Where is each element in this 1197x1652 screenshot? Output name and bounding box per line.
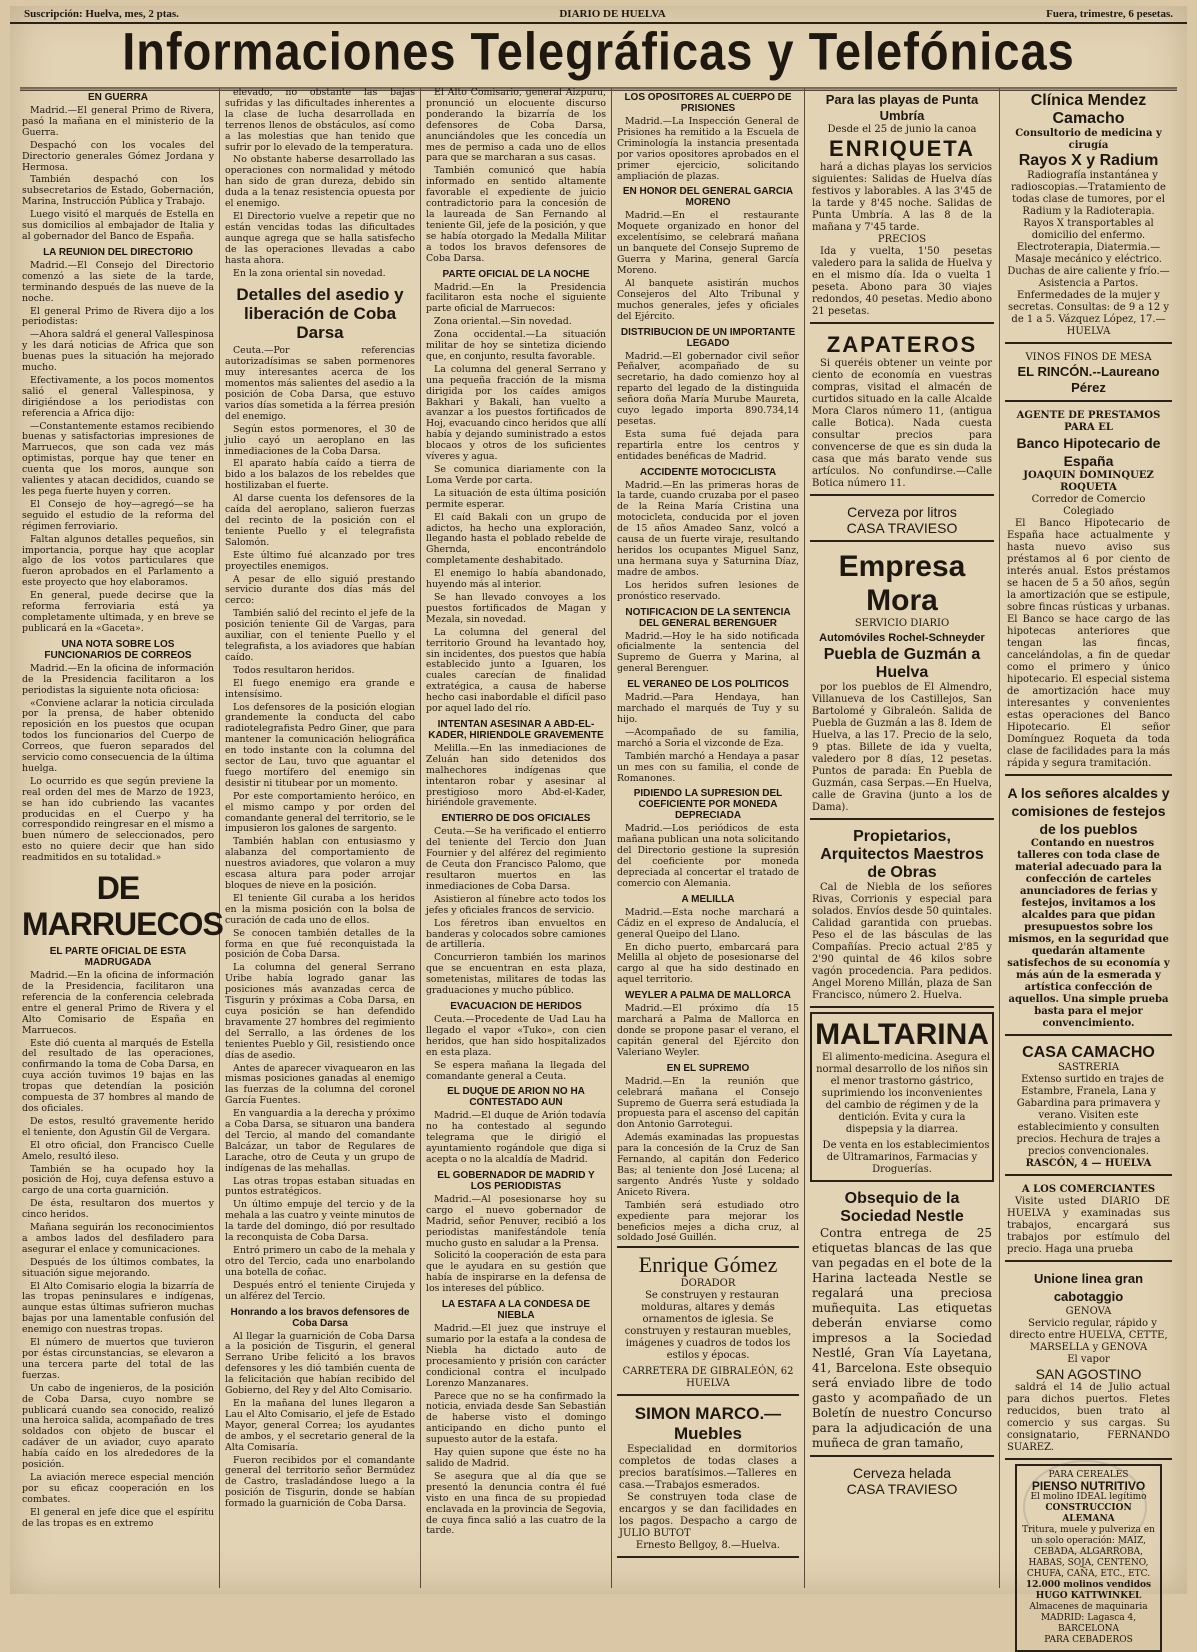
section-heading: LA ESTAFA A LA CONDESA DE NIEBLA (441, 1299, 591, 1322)
paragraph: Madrid.—El gobernador civil señor Peñalver, acompañado de su secretario, ha dado comienzo hoy al reparto del legado de la distinguida señora doña María Murube Maureta, cuyo legado importa 890.734,14 pesetas. (617, 350, 799, 427)
paragraph: Se han llevado convoyes a los puestos fortificados de Magan y Mezala, sin novedad. (426, 591, 606, 625)
paragraph: En la mañana del lunes llegaron a Lau el Alto Comisario, el jefe de Estado Mayor, general Correa; los ayudantes de ambos, y el secretario general de la Alta Comisaría. (225, 1397, 415, 1453)
ad-subtitle: DORADOR (680, 1278, 736, 1290)
paragraph: Madrid.—Al posesionarse hoy su cargo el nuevo gobernador de Madrid, señor Penuver, recibió a los periodistas manifestándole tenía mucho gusto en saludar a la Prensa. (426, 1193, 606, 1249)
section-heading: WEYLER A PALMA DE MALLORCA (625, 990, 791, 1002)
ad-address: Almacenes de maquinaria MADRID: Lagasca 4, BARCELONA (1029, 1602, 1148, 1634)
ad-body: Ida y vuelta, 1'50 pesetas valedero para la salida de Huelva y en el mismo día. Ida o vuelta 1 peseta. Abono para 30 viajes redondos, 40 pesetas. Medio abono 21 pesetas. (812, 246, 993, 317)
ad-subtitle: Desde el 25 de junio la canoa (827, 124, 977, 135)
paragraph: No obstante haberse desarrollado las operaciones con normalidad y método han sido de gran dureza, debido sin duda a la tenaz resistencia opuesta por el enemigo. (225, 154, 415, 210)
paragraph: También será estudiado otro expediente para mejorar los beneficios mejes a dicha cruz, al soldado José Guillén. (617, 1199, 799, 1244)
paragraph: Los heridos sufren lesiones de pronóstico reservado. (617, 579, 799, 602)
paragraph: —Ahora saldrá el general Vallespinosa y les dará noticias de Africa que son buenas pues la situación ha mejorado mucho. (22, 329, 214, 374)
paragraph: La aviación merece especial mención por su eficaz cooperación en los combates. (22, 1471, 214, 1505)
paragraph: Se asegura que al día que se presentó la denuncia contra él fué visto en una finca de su propiedad enclavada en la provincia de Segovia, de cuya finca salió a las cuatro de la tarde. (426, 1470, 606, 1537)
paragraph: Todos resultaron heridos. (233, 664, 355, 676)
ad-body: por los pueblos de El Almendro, Villanueva de los Castillejos, San Bartolomé y Gibraleón. Salida de Puebla de Guzmán a las 8. Idem de Huelva, a las 17. Precio de la selo, 9 ptas. Billete de ida y vuelta, valedero por 8 días, 12 pesetas. Puntos de parada: En Puebla de Guzmán, casa Serpas.—En Huelva, calle de Gravina (junto a los de Dama). (812, 682, 992, 813)
paragraph: Después de los últimos combates, la situación sigue mejorando. (22, 1256, 214, 1279)
paragraph: Hay quien supone que éste no ha salido de Madrid. (426, 1447, 606, 1469)
paragraph: Madrid.—La Inspección General de Prisiones ha remitido a la Escuela de Criminología la instancia presentada por varios opositores aprobados en el primer ejercicio, solicitando ampliación de plazas. (617, 116, 799, 182)
ad-bottom-label: PARA CEBADEROS (1044, 1635, 1133, 1645)
paragraph: Asistieron al fúnebre acto todos los jefes y oficiales francos de servicio. (426, 893, 606, 916)
ad-address: RASCÓN, 4 — HUELVA (1025, 1158, 1152, 1169)
paragraph: Zona oriental.—Sin novedad. (434, 316, 572, 328)
paragraph: El otro oficial, don Francisco Cuelle Amelo, resultó ileso. (22, 1139, 214, 1162)
section-heading: PIDIENDO LA SUPRESION DEL COEFICIENTE POR MONEDA DEPRECIADA (633, 788, 783, 822)
ad-body: Se construyen toda clase de encargos y se dan facilidades en los pagos. Despacho a cargo de JULIO BUTOT (619, 1492, 797, 1540)
ad-name: EL RINCÓN.-‑Laureano Pérez (1017, 364, 1160, 395)
ad-city: HUELVA (686, 1378, 730, 1390)
ad-subtitle: Rayos X y Radium (1018, 152, 1159, 169)
ad-body: Contra entrega de 25 etiquetas blancas de las que van pegadas en el bote de la Harina lacteada Nestle se regalará una preciosa muñequita. Las etiquetas deberán enviarse como impresos a la Sociedad Nestlé, Gran Vía Layetana, 41, Barcelona. Este obsequio será enviado libre de todo gasto y acompañado de un Boletín de nuestro Concurso para la adjudicación de una muñeca de gran tamaño, (812, 1226, 992, 1450)
paragraph: Este dió cuenta al marqués de Estella del resultado de las operaciones, confirmando la toma de Coba Darsa, en cuya acción tuvimos 19 bajas en las tropas que detendían la posición compuesta de 37 hombres al mando de dos oficiales. (22, 1037, 214, 1114)
paragraph: «Conviene aclarar la noticia circulada por la prensa, de haber obtenido reposición en los puestos que ocupan todos los funcionarios del Cuerpo de Correos, que fueron separados del servicio como consecuencia de la última huelga. (22, 697, 214, 774)
ad-subtitle: SASTRERIA (1057, 1062, 1120, 1073)
ad-title: SIMON MARCO.—Muebles (634, 1404, 782, 1444)
ad-name: MALTARINA (815, 1018, 989, 1051)
ad-body: Se construyen y restauran molduras, altares y demás ornamentos de iglesia. Se construyen y restauran muebles, imágenes y cuadros de todos los estilos y épocas. (624, 1290, 792, 1362)
paragraph: Zona occidental.—La situación militar de hoy se sintetiza diciendo que, en conjunto, resulta favorable. (426, 329, 606, 362)
paragraph: Las otras tropas estaban situadas en puntos estratégicos. (225, 1175, 415, 1198)
paragraph: De ésta, resultaron dos muertos y cinco heridos. (22, 1198, 214, 1221)
paragraph: El teniente Gil curaba a los heridos en la misma posición con la bolsa de curación de cada uno de ellos. (225, 892, 415, 926)
paragraph: Además examinadas las propuestas para la concesión de la Cruz de San Fernando, al capitán don Federico Bas; al teniente don José Lucena; al sargento Andrés Yuste y soldado Aniceto Rivera. (617, 1132, 799, 1198)
paragraph: La columna del general Serrano Uribe había logrado ganar las posiciones más avanzadas cerca de Tisgurin y próximas a Coba Darsa, en cuya posición se han defendido bravamente 27 hombres del regimiento del Serrallo, a las órdenes de los tenientes Pueblo y Gil, resistiendo once días de asedio. (225, 962, 415, 1061)
page-headline: Informaciones Telegráficas y Telefónicas (20, 20, 1177, 91)
ad-subtitle: CONSTRUCCION ALEMANA (1045, 1503, 1132, 1524)
section-heading: LA REUNION DEL DIRECTORIO (43, 246, 193, 258)
paragraph: Entró primero un cabo de la mehala y otro del Tercio, cada uno enarbolando una botella de coñac. (225, 1245, 415, 1278)
ad-body: hará a dichas playas los servicios siguientes: Salidas de Huelva días festivos y laborables. A las 3'45 de la tarde y 8'45 noche. Salidas de Punta Umbría. A las 8 de la mañana y 7'45 tarde. (812, 162, 992, 233)
paragraph: El Alto Comisario, general Aizpuru, pronunció un elocuente discurso ponderando la bizarría de los defensores de Coba Darsa, anunciándoles que les concedía un mes de permiso a cada uno de ellos para que se marcharan a sus casas. (426, 87, 606, 164)
ad-address: CARRETERA DE GIBRALEÓN, 62 (622, 1366, 794, 1378)
newspaper-page (10, 6, 1187, 1645)
paragraph: Madrid.—Los periódicos de esta mañana publican una nota solicitando del Directorio gestione la supresión del coeficiente por moneda depreciada al concertar el tratado de comercio con Alemania. (617, 823, 799, 889)
paragraph: En vanguardia a la derecha y próximo a Coba Darsa, se situaron una bandera del Tercio, al mando del comandante Balcázar, un tabor de Regulares de Larache, otro de Ceuta y un grupo de indígenas de las mehallas. (225, 1108, 415, 1174)
ad-subtitle: AGENTE DE PRESTAMOS PARA EL (1016, 410, 1161, 433)
paragraph: El fuego enemigo era grande e intensísimo. (225, 677, 415, 700)
paragraph: Después entró el teniente Cirujeda y un alférez del Tercio. (225, 1279, 415, 1302)
ad-title: Enrique Gómez (638, 1252, 778, 1278)
ad-cerveza-helada (810, 1461, 994, 1501)
section-heading: PARTE OFICIAL DE LA NOCHE (442, 268, 590, 280)
paragraph: El general Primo de Rivera dijo a los periodistas: (22, 305, 214, 328)
ad-body: Especialidad en dormitorios completos de todas clases a precios baratísimos.—Talleres en casa.—Trabajos esmerados. (619, 1444, 797, 1492)
paragraph: elevado, no obstante las bajas sufridas y las dificultades inherentes a la clase de lucha desarrollada en terrenos llenos de obstáculos, así como a las molestias que han tenido que sufrir por lo elevado de la temperatura. (225, 87, 415, 153)
column-1 (22, 88, 223, 1588)
paragraph: La columna del general Serrano y una pequeña fracción de la misma dirigida por los caídes amigos Bakhari y Bakali, han vuelto a avanzar a los puestos fortificados de Hoj, evacuando cinco heridos que allí había y dejando suministrado a estos blocaos y otros de los suficientes víveres y agua. (426, 363, 606, 463)
ad-clinica (1005, 88, 1172, 344)
paragraph: Luego visitó el marqués de Estella en sus domicilios al embajador de Italia y al gobernador del Banco de España. (22, 209, 214, 242)
section-heading: EN GUERRA (87, 92, 148, 103)
paragraph: Solicitó la cooperación de esta para que le ayudara en su gestión que había de inspirarse en la defensa de los intereses del público. (426, 1250, 606, 1295)
ad-title: Unione linea gran cabotaggio (1033, 1271, 1144, 1304)
ad-body: Extenso surtido en trajes de Estambre, Franela, Lana y Gabardina para primavera y verano. Visiten este establecimiento y consulten precios. Hechura de trajes a precios convencionales. (1016, 1074, 1164, 1157)
paragraph: Madrid.—El próximo día 15 marchará a Palma de Mallorca en donde se propone pasar el verano, el capitán general del Ejército don Valeriano Weyler. (617, 1003, 799, 1058)
paragraph: Despachó con los vocales del Directorio generales Gómez Jordana y Hermosa. (22, 139, 214, 173)
article-title: Detalles del asedio y liberación de Coba Darsa (236, 285, 404, 343)
ad-maltarina (810, 1012, 994, 1182)
ad-title: Obsequio de la Sociedad Nestle (840, 1190, 964, 1225)
ad-name: PIENSO NUTRITIVO (1031, 1479, 1146, 1493)
ad-name: ENRIQUETA (829, 136, 975, 161)
paragraph: Ceuta.—Procedente de Uad Lau ha llegado el vapor «Tuko», con cien heridos, que han sido hospitalizados en esta plaza. (426, 1013, 606, 1058)
column-3 (426, 88, 612, 1588)
ad-title: Propietarios, Arquitectos Maestros de Obras (820, 828, 984, 881)
ad-body: saldrá el 14 de Julio actual para dichos puertos. Fletes reducidos, buen trato al comercio y sus cargas. Su consignatario, FERNANDO SUAREZ. (1007, 1382, 1170, 1453)
paragraph: También salió del recinto el jefe de la posición teniente Gil de Vargas, para auxiliar, con el teniente Puello y el telegrafista, a los aviadores que habían caído. (225, 608, 415, 663)
paragraph: Ceuta.—Por referencias autorizadísimas se saben pormenores muy interesantes acerca de los momentos más salientes del asedio a la posición de Coba Darsa, que estuvo varios días sometida a la férrea presión del enemigo. (225, 345, 415, 422)
section-heading: ACCIDENTE MOTOCICLISTA (639, 466, 777, 478)
paragraph: Los féretros iban envueltos en banderas y colocados sobre camiones de artillería. (426, 917, 606, 951)
ad-body: El alimento-medicina. Asegura el normal desarrollo de los niños sin el menor trastorno gástrico, suprimiendo los inconvenientes del cambio de régimen y de la dentición. Evita y cura la dispepsia y la diarrea. (816, 1052, 991, 1135)
paragraph: Parece que no se ha confirmado la noticia, enviada desde San Sebastián de haberse visto el domingo anticipando en dicho punto el supuesto autor de la estafa. (426, 1390, 606, 1446)
paragraph: El caíd Bakali con un grupo de adictos, ha hecho una exploración, llegando hasta el poblado rebelde de Ghernda, encontrándolo completamente deshabitado. (426, 511, 606, 567)
paragraph: En la zona oriental sin novedad. (233, 267, 386, 279)
section-heading: UNA NOTA SOBRE LOS FUNCIONARIOS DE CORREOS (44, 638, 192, 661)
paragraph: En general, puede decirse que la reforma ferroviaria está ya completamente ultimada, y en breve se publicará en la «Gaceta». (22, 590, 214, 634)
ad-body: Cal de Niebla de los señores Rivas, Corrionis y especial para solados. Envíos desde 50 quintales. Calidad garantida con pruebas. Peso el de las básculas de las Compañías. Precio actual 2'85 y 2'90 quintal de 46 kilos sobre vagón procedencia. Para pedidos. Angel Moreno Millán, plaza de San Francisco, número 2. Huelva. (812, 882, 992, 1001)
section-title-marruecos: DE MARRUECOS (22, 870, 223, 943)
section-heading: DISTRIBUCION DE UN IMPORTANTE LEGADO (620, 326, 796, 349)
ad-body: Si queréis obtener un veinte por ciento de economía en vuestras compras, visitad el almacén de curtidos situado en la calle Alcalde Mora Claros número 11, (antigua calle Botica). Nada cuesta consultar precios para convencerse de que es sin duda la casa que más barato vende sus artículos. No confundirse.—Calle Botica número 11. (812, 358, 992, 489)
ad-body: Visite usted DIARIO DE HUELVA y examinadas sus trabajos, encargará sus trabajos por estímulo del precio. Haga una prueba (1007, 1196, 1170, 1255)
section-heading: NOTIFICACION DE LA SENTENCIA DEL GENERAL BERENGUER (625, 606, 791, 629)
paragraph: Madrid.—El duque de Arión todavía no ha contestado al segundo telegrama que le dirigió el ayuntamiento rogándole que diga si acepta o no la alcaldía de Madrid. (426, 1110, 606, 1166)
paragraph: Se espera mañana la llegada del comandante general a Ceuta. (426, 1059, 606, 1082)
paragraph: Al banquete asistirán muchos Consejeros del Alto Tribunal y muchos generales, jefes y oficiales del Ejército. (617, 277, 799, 322)
ad-name: CASA TRAVIESO (846, 520, 958, 536)
ad-title: Para las playas de Punta Umbría (825, 92, 979, 123)
paragraph: La situación de esta última posición permite esperar. (426, 487, 606, 510)
ad-title: Cerveza helada (852, 1465, 952, 1481)
ad-title: A LOS COMERCIANTES (1021, 1184, 1156, 1195)
ad-banco-hipotecario (1005, 406, 1172, 776)
ad-subtitle: Automóviles Rochel-Schneyder (819, 632, 985, 644)
section-heading: LOS OPOSITORES AL CUERPO DE PRISIONES (624, 92, 792, 114)
paragraph: Fueron recibidos por el comandante general del territorio señor Bermúdez de Castro, trasladándose luego a la posición de Tisgurin, donde se habían formado la guarnición de Coba Darsa. (225, 1454, 415, 1510)
section-heading: EL DUQUE DE ARION NO HA CONTESTADO AUN (447, 1086, 585, 1109)
section-heading: ENTIERRO DE DOS OFICIALES (441, 813, 591, 825)
newspaper-name: DIARIO DE HUELVA (559, 8, 666, 20)
paragraph: El Alto Comisario elogia la bizarría de las tropas peninsulares e indígenas, aunque estas últimas sufrieron muchas bajas por una lamentable confusión del enemigo con nuestras tropas. (22, 1280, 214, 1336)
ad-subtitle: Consultorio de medicina y cirugía (1015, 128, 1162, 151)
ad-simon-marco (617, 1400, 799, 1558)
paragraph: Madrid.—Hoy le ha sido notificada oficialmente la sentencia del Supremo de Guerra y Marina, al general Berenguer. (617, 630, 799, 675)
paragraph: Lo ocurrido es que según previene la real orden del mes de Marzo de 1923, se han ido cubriendo las vacantes producidas en el Cuerpo y ha correspondido reingresar en el mismo a buen número de seleccionados, pero esto no quiere decir que han sido readmitidos en su totalidad.» (22, 775, 214, 864)
ad-title: Clínica Mendez Camacho (1030, 92, 1147, 127)
paragraph: Los defensores de la posición elogian grandemente la conducta del cabo radiotelegrafista Pedro Giner, que para mantener la comunicación heliográfica en todo instante con la columna del sector de Lau, tuvo que aguantar el fuego mortífero del enemigo sin desistir ni titubear por un momento. (225, 701, 415, 789)
subscription-outside: Fuera, trimestre, 6 pesetas. (1046, 8, 1173, 20)
ad-nestle (810, 1186, 994, 1457)
ad-subtitle: SERVICIO DIARIO (854, 618, 950, 629)
paragraph: Por este comportamiento heróico, en el mismo campo y por orden del comandante general del territorio, se le impusieron los galones de sargento. (225, 790, 415, 835)
column-2 (225, 88, 421, 1588)
paragraph: Madrid.—El juez que instruye el sumario por la estafa a la condesa de Niebla ha dictado auto de procesamiento y prisión con carácter condicional contra el inculpado Lorenzo Manzanares. (426, 1323, 606, 1389)
paragraph: Ceuta.—Se ha verificado el entierro del teniente del Tercio don Juan Fournier y del alférez del regimiento de Ceuta don Francisco Palomo, que resultaron muertos en las inmediaciones de Coba Darsa. (426, 826, 606, 892)
ad-body: De venta en los establecimientos de Ultramarinos, Farmacias y Droguerías. (822, 1140, 990, 1175)
library-stamp (1023, 1460, 1147, 1554)
section-heading: Honrando a los bravos defensores de Coba Darsa (230, 1306, 410, 1329)
paragraph: También marchó a Hendaya a pasar un mes con su familia, el conde de Romanones. (617, 750, 799, 784)
ad-vinos (1005, 348, 1172, 402)
ad-role: Corredor de Comercio Colegiado (1031, 494, 1146, 517)
paragraph: El general en jefe dice que el espíritu de las tropas es en extremo (22, 1506, 214, 1529)
ad-agent: HUGO KATTWINKEL (1035, 1591, 1142, 1601)
section-heading: EL PARTE OFICIAL DE ESTA MADRUGADA (49, 946, 187, 969)
paragraph: Se comunica diariamente con la Loma Verde por carta. (426, 464, 606, 486)
ad-casa-camacho (1005, 1040, 1172, 1176)
ad-ship-name: SAN AGOSTINO (1035, 1366, 1142, 1382)
ad-name: ZAPATEROS (826, 332, 978, 357)
paragraph: También despachó con los subsecretarios de Estado, Gobernación, Marina, Instrucción Pública y Trabajo. (22, 174, 214, 208)
paragraph: También comunicó que había informado en sentido altamente favorable el expediente de juicio contradictorio para la concesión de la laureada de San Fernando al teniente Gil, jefe de la posición, y que se había otorgado la Medalla Militar a todos los bravos defensores de Coba Darsa. (426, 165, 606, 264)
ad-unione-linea (1005, 1266, 1172, 1460)
ad-body: Servicio regular, rápido y directo entre HUELVA, CETTE, MARSELLA y GENOVA (1009, 1318, 1168, 1353)
paragraph: Al llegar la guarnición de Coba Darsa a la posición de Tisgurin, el general Serrano Uribe felicitó a los bravos defensores y les dió también cuenta de la felicitación que habían recibido del Gobierno, del Rey y del Alto Comisario. (225, 1330, 415, 1397)
subscription-local: Suscripción: Huelva, mes, 2 ptas. (24, 8, 179, 20)
paragraph: También hablan con entusiasmo y alabanza del comportamiento de nuestros aviadores, que volaron a muy escasa altura para poder arrojar bloques de nieve en la posición. (225, 836, 415, 891)
paragraph: Madrid.—En la oficina de información de la Presidencia, facilitaron una referencia de la conferencia celebrada entre el general Primo de Rivera y el Alto Comisario de España en Marruecos. (22, 970, 214, 1036)
paragraph: Mañana seguirán los reconocimientos a ambos lados del desfiladero para asegurar el enlace y comunicaciones. (22, 1222, 214, 1255)
ad-name: CASA TRAVIESO (846, 1481, 958, 1497)
paragraph: Madrid.—En el restaurante Moquete organizado en honor del excelentísimo, se celebrará mañana un banquete del Consejo Supremo de Guerra y Marina, general García Moreno. (617, 210, 799, 276)
paragraph: Al darse cuenta los defensores de la caída del aeroplano, salieron fuerzas del recinto de la posición con el teniente Puello y el telegrafista Salomón. (225, 493, 415, 548)
paragraph: —Constantemente estamos recibiendo buenas y satisfactorias impresiones de Marruecos, que son cada vez más optimistas, porque hay que tener en cuenta que los moros, aunque son valientes y atacan decididos, cuando se les pega fuerte huyen y corren. (22, 420, 214, 497)
column-4 (617, 88, 805, 1588)
ad-propietarios (810, 824, 994, 1008)
ad-sold-count: 12.000 molinos vendidos (1025, 1580, 1152, 1590)
ad-enrique-gomez (617, 1246, 799, 1396)
ad-cerveza-litros (810, 500, 994, 542)
section-heading: INTENTAN ASESINAR A ABD-EL-KADER, HIRIENDOLE GRAVEMENTE (428, 718, 604, 741)
paragraph: De estos, resultó gravemente herido el teniente, don Agustín Gil de Vergara. (22, 1115, 214, 1138)
paragraph: Un último empuje del tercio y de la mehala a las cuatro y veinte minutos de la tarde del domingo, dió por resultado la reconquista de Coba Darsa. (225, 1199, 415, 1244)
paragraph: Madrid.—En la oficina de información de la Presidencia facilitaron a los periodistas la siguiente nota oficiosa: (22, 662, 214, 696)
paragraph: —Acompañado de su familia, marchó a Soria el vizconde de Eza. (617, 726, 799, 749)
paragraph: En dicho puerto, embarcará para Melilla al objeto de posesionarse del cargo al que ha sido destinado en aquel territorio. (617, 941, 799, 986)
column-6 (1005, 88, 1177, 1645)
ad-title: A los señores alcaldes y comisiones de festejos de los pueblos (1007, 785, 1170, 837)
paragraph: Madrid.—En la Presidencia facilitaron esta noche el siguiente parte oficial de Marruecos: (426, 281, 606, 315)
paragraph: Se conocen también detalles de la forma en que fué reconquistada la posición de Coba Darsa. (225, 927, 415, 961)
paragraph: El Consejo de hoy—agregó—se ha seguido el estudio de la reforma del régimen ferroviario. (22, 498, 214, 532)
paragraph: Un cabo de ingenieros, de la posición de Coba Darsa, cuyo nombre se publicará cuando sea conocido, realizó una heroica salida, acompañado de tres soldados con objeto de buscar el cadáver de un aviador, cuyo aparato había caído en los alrededores de la posición. (22, 1382, 214, 1471)
ad-person: JOAQUIN DOMINQUEZ ROQUETA (1023, 470, 1154, 493)
paragraph: Madrid.—Para Hendaya, han marchado el marqués de Tuy y su hijo. (617, 692, 799, 725)
ad-vapor-label: El vapor (1067, 1354, 1110, 1365)
ad-name: Banco Hipotecario de España (1016, 435, 1161, 469)
paragraph: La columna del general del territorio Ground ha levantado hoy, sin incidentes, dos puestos que había establecido junto a Iguaren, los cuales carecían de finalidad extratégica, a causa de haberse hecho casi inabordable el difícil paso por aquel lado del río. (426, 626, 606, 715)
ad-route: Puebla de Guzmán a Huelva (823, 646, 981, 681)
ad-top-label: PARA CEREALES (1048, 1470, 1129, 1480)
ad-title: VINOS FINOS DE MESA (1025, 352, 1152, 363)
paragraph: Madrid.—En la reunión que celebrará mañana el Consejo Supremo de Guerra será estudiada la propuesta para el ascenso del capitán don Antonio Garrotegui. (617, 1075, 799, 1131)
paragraph: Según estos pormenores, el 30 de julio cayó un aeroplano en las inmediaciones de la Coba Darsa. (225, 423, 415, 457)
ad-festejos (1005, 780, 1172, 1036)
columns (22, 87, 1177, 1645)
ad-name: Empresa Mora (838, 550, 966, 617)
paragraph: También se ha ocupado hoy la posición de Hoj, cuya defensa estuvo a cargo de una corta guarnición. (22, 1163, 214, 1197)
ad-city: GENOVA (1065, 1306, 1112, 1317)
paragraph: Melilla.—En las inmediaciones de Zeluán han sido detenidos dos malhechores indígenas que intentaron robar y asesinar al prestigioso moro Abd-el-Kader, hiriéndole gravemente. (426, 742, 606, 809)
ad-comerciantes (1005, 1180, 1172, 1262)
ad-empresa-mora (810, 546, 994, 820)
paragraph: Madrid.—Esta noche marchará a Cádiz en el expreso de Andalucía, el general Queipo del Llano. (617, 906, 799, 940)
section-heading: EVACUACION DE HERIDOS (450, 1000, 582, 1012)
paragraph: Este último fué alcanzado por tres proyectiles enemigos. (225, 549, 415, 572)
paragraph: El enemigo lo había abandonado, huyendo más al interior. (426, 568, 606, 591)
section-heading: EL VERANEO DE LOS POLITICOS (627, 679, 789, 691)
paragraph: Madrid.—El Consejo del Directorio comenzó a las siete de la tarde, terminando después de las nueve de la noche. (22, 259, 214, 304)
paragraph: Faltan algunos detalles pequeños, sin importancia, porque hay que acoplar algo de los votos particulares que fueron aprobados en el Parlamento a este proyecto que hoy elaboramos. (22, 533, 214, 589)
ad-subtitle: El molino IDEAL legítimo (1030, 1492, 1147, 1502)
paragraph: Esta suma fué dejada para repartirla entre los centros y entidades benéficas de Madrid. (617, 428, 799, 462)
paragraph: El aparato había caído a tierra de bido a los balazos de los rebeldes que hostilizaban el fuerte. (225, 458, 415, 492)
ad-body: El Banco Hipotecario de España hace actualmente y hasta nuevo aviso sus préstamos al 6 por ciento de interés anual. Estos préstamos se hacen de 5 a 50 años, según la amortización que se estipule, sobre fincas rústicas y urbanas. El Banco se hace cargo de las hipotecas anteriores que tengan las fincas, cancelándolas, a fin de quedar como el primero y único hipotecario. El especial sistema de amortización hace muy interesantes y convenientes estas operaciones del Banco Hipotecario. El señor Domínguez Roqueta da toda clase de facilidades para la más rápida y segura tramitación. (1007, 518, 1170, 769)
ad-body: Tritura, muele y pulveriza en un solo operación: MAIZ, CEBADA, ALGARROBA, HABAS, SOJA, CENTENO, CHUFA, CAÑA, ETC., ETC. (1022, 1525, 1155, 1579)
column-5 (810, 88, 1000, 1588)
ad-body: Contando en nuestros talleres con toda clase de material adecuado para la confección de carteles anunciadores de ferias y festejos, invitamos a los alcaldes para que pidan presupuestos sobre los mismos, en la seguridad que quedarán altamente satisfechos de su economía y más aún de la esmerada y artística confección de aquellos. Una simple prueba basta para el mejor convencimiento. (1007, 838, 1170, 1029)
section-heading: EN EL SUPREMO (666, 1062, 750, 1074)
ad-body: Radiografía instantánea y radioscopias.—Tratamiento de todas clase de tumores, por el Radium y la Radioterapia. Rayos X transportables al domicilio del enfermo. Electroterapia, Diatermia.—Masaje mecánico y eléctrico. Duchas de aire caliente y frío.—Asistencia a Partos. Enfermedades de la mujer y secretas. Consultas: de 9 a 12 y de 1 a 5. Vázquez López, 17.—HUELVA (1007, 170, 1170, 337)
paragraph: Efectivamente, a los pocos momentos salió el general Vallespinosa, y dirigiéndose a los periodistas con referencia a Africa dijo: (22, 374, 214, 419)
ad-address: Ernesto Bellgoy, 8.—Huelva. (635, 1540, 781, 1552)
ad-name: CASA CAMACHO (1022, 1044, 1155, 1061)
section-heading: A MELILLA (681, 893, 735, 905)
paragraph: Concurrieron también los marinos que se encuentran en esta plaza, sometenistas, militares de todas las graduaciones y mucho público. (426, 952, 606, 997)
paragraph: El Directorio vuelve a repetir que no están vencidas todas las dificultades aunque agrega que se halla satisfecho de las operaciones llevadas a cabo hasta ahora. (225, 210, 415, 266)
section-heading: EN HONOR DEL GENERAL GARCIA MORENO (622, 186, 794, 209)
paragraph: Madrid.—En las primeras horas de la tarde, cuando cruzaba por el paseo de la Reina María Cristina una motocicleta, conducida por el joven de 15 años Amadeo Sanz, volcó a causa de un fuerte viraje, resultando heridos los ocupantes Miguel Sanz, una hermana suya y Saturnina Díaz, madre de ambos. (617, 479, 799, 578)
paragraph: A pesar de ello siguió prestando servicio durante dos días más del cerco: (225, 573, 415, 607)
paragraph: El número de muertos que tuvieron por éstas circunstancias, se elevaron a una tercera parte del total de las fuerzas. (22, 1337, 214, 1381)
ad-enriqueta (810, 88, 994, 324)
ad-title: Cerveza por litros (847, 504, 957, 520)
paragraph: Antes de aparecer vivaquearon en las mismas posiciones ganadas al enemigo las fuerzas de la columna del coronel García Fuentes. (225, 1062, 415, 1107)
ad-zapateros (810, 328, 994, 496)
ad-prices-label: PRECIOS (877, 234, 927, 245)
paragraph: Madrid.—El general Primo de Rivera, pasó la mañana en el ministerio de la Guerra. (22, 105, 214, 138)
section-heading: EL GOBERNADOR DE MADRID Y LOS PERIODISTAS (437, 1169, 595, 1192)
